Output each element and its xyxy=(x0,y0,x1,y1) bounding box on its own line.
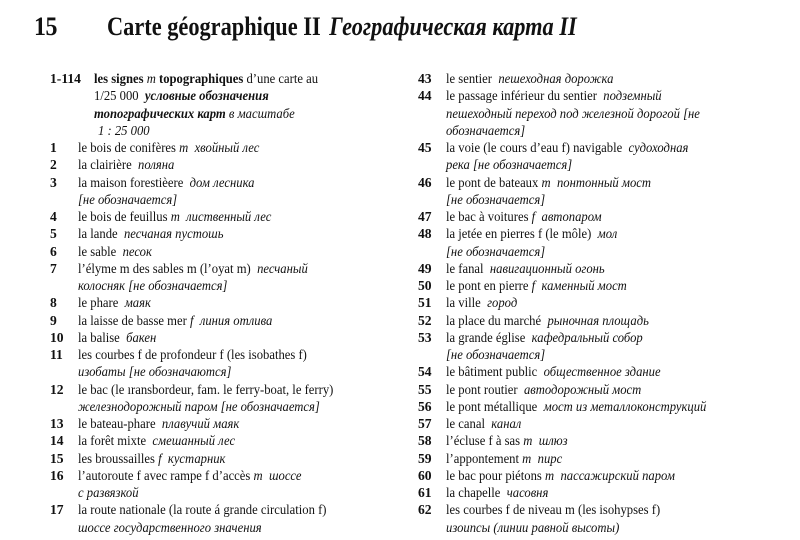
entry-number: 1-114 xyxy=(50,71,81,86)
russian-translation: хвойный лес xyxy=(194,140,260,155)
entry-line xyxy=(446,329,718,346)
russian-translation: общественное здание xyxy=(543,364,661,380)
russian-translation: линия отлива xyxy=(199,312,273,328)
section-title xyxy=(107,12,577,42)
russian-translation: железнодорожный паром [не обозначается] xyxy=(78,398,320,414)
intro-term-2: topographiques xyxy=(158,71,244,86)
french-term: la grande église xyxy=(446,329,529,345)
russian-translation: автопаром xyxy=(541,209,602,224)
french-term: l’autoroute f avec rampe f d’accès xyxy=(78,467,254,483)
entry-number: 5 xyxy=(50,226,57,242)
russian-translation: [не обозначается] xyxy=(446,347,546,362)
entry-line xyxy=(446,156,718,173)
entry-number: 9 xyxy=(50,312,57,328)
french-term: le fanal xyxy=(446,260,487,276)
entry-number: 47 xyxy=(418,209,432,224)
gender-marker: m xyxy=(253,467,263,483)
entry-line xyxy=(78,174,350,191)
russian-translation: песчаная пустошь xyxy=(123,226,224,242)
list-item xyxy=(368,329,738,364)
entry-number: 49 xyxy=(418,260,432,276)
list-item xyxy=(368,415,738,432)
french-term: le phare xyxy=(78,295,122,311)
french-term: le bac (le ıransbordeur, fam. le ferry-boat, le ferry) xyxy=(78,381,334,397)
list-item xyxy=(0,312,370,329)
russian-translation: пешеходный переход под железной дорогой [не xyxy=(446,105,700,121)
french-term: le pont métallique xyxy=(446,398,541,414)
french-term: la balise xyxy=(78,329,123,345)
french-term: l’appontement xyxy=(446,450,523,466)
list-item xyxy=(0,156,370,173)
french-term: les courbes f de niveau m (les isohypses f) xyxy=(446,502,661,518)
entry-number: 15 xyxy=(50,450,64,466)
russian-translation: река [не обозначается] xyxy=(446,157,573,173)
title-french: Carte géographique II xyxy=(107,12,321,41)
russian-translation: песок xyxy=(122,243,152,259)
entry-number: 61 xyxy=(418,485,432,500)
russian-translation: обозначается] xyxy=(446,122,526,138)
list-item xyxy=(0,329,370,346)
french-term: le bâtiment public xyxy=(446,364,541,380)
russian-translation: канал xyxy=(491,416,522,431)
russian-translation: рыночная площадь xyxy=(547,312,649,328)
russian-translation: маяк xyxy=(124,295,151,311)
intro-text: d’une carte au xyxy=(246,71,319,86)
entry-number: 17 xyxy=(50,502,64,518)
list-item xyxy=(368,87,738,139)
section-number: 15 xyxy=(34,12,57,41)
intro-term-1: les signes xyxy=(94,71,144,86)
entry-line xyxy=(446,346,718,363)
entry-line xyxy=(446,312,718,329)
list-item xyxy=(0,381,370,416)
list-item xyxy=(0,415,370,432)
entry-number: 8 xyxy=(50,295,57,311)
russian-translation: поляна xyxy=(138,157,175,173)
entry-line xyxy=(446,450,718,467)
entry-line xyxy=(78,381,350,398)
russian-translation: дом лесника xyxy=(189,174,255,190)
entry-line xyxy=(78,329,350,346)
russian-translation: шоссе государственного значения xyxy=(78,519,262,535)
french-term: la laisse de basse mer xyxy=(78,312,190,328)
russian-translation: пассажирский паром xyxy=(560,467,675,483)
french-term: le canal xyxy=(446,416,489,431)
french-term: la ville xyxy=(446,295,484,311)
entry-line xyxy=(78,191,350,208)
russian-translation: навигационный огонь xyxy=(489,260,605,276)
entry-number: 45 xyxy=(418,140,432,155)
entry-number: 52 xyxy=(418,312,432,328)
french-term: le bateau-phare xyxy=(78,416,159,431)
gender-marker: f xyxy=(189,312,194,328)
entry-number: 11 xyxy=(50,347,63,362)
russian-translation: изоипсы (линии равной высоты) xyxy=(446,519,620,535)
entry-line xyxy=(78,243,350,260)
russian-translation: бакен xyxy=(126,329,157,345)
right-column xyxy=(368,70,738,536)
russian-translation: колосняк [не обозначается] xyxy=(78,278,228,293)
french-term: le pont en pierre xyxy=(446,278,532,293)
list-item xyxy=(0,243,370,260)
entry-number: 3 xyxy=(50,174,57,190)
entry-line xyxy=(446,294,718,311)
french-term: la voie (le cours d’eau f) navigable xyxy=(446,140,626,155)
list-item xyxy=(368,225,738,260)
russian-translation: мол xyxy=(597,226,618,242)
russian-translation: [не обозначается] xyxy=(78,191,178,207)
list-item xyxy=(0,260,370,295)
russian-translation: каменный мост xyxy=(541,278,627,293)
entry-line xyxy=(446,122,718,139)
entry-number: 54 xyxy=(418,364,432,380)
intro-ru-3: в масштабе xyxy=(228,105,295,121)
french-term: les broussailles xyxy=(78,450,159,466)
entry-line xyxy=(78,277,350,294)
list-item xyxy=(368,294,738,311)
entry-number: 7 xyxy=(50,260,57,276)
russian-translation: автодорожный мост xyxy=(523,381,642,397)
list-item xyxy=(368,381,738,398)
entry-line xyxy=(446,501,718,518)
entry-number: 62 xyxy=(418,502,432,518)
entry-number: 59 xyxy=(418,450,432,466)
entry-line xyxy=(446,139,718,156)
intro-line-3 xyxy=(94,105,351,122)
entry-line xyxy=(78,432,350,449)
entry-line xyxy=(446,484,718,501)
intro-scale: 1/25 000 xyxy=(94,88,139,104)
entry-number: 50 xyxy=(418,278,432,293)
entry-line xyxy=(446,87,718,104)
gender-marker: f xyxy=(531,278,536,293)
list-item xyxy=(368,139,738,174)
entry-line xyxy=(78,398,350,415)
list-item xyxy=(368,260,738,277)
russian-translation: часовня xyxy=(506,485,549,500)
intro-ru-scale: 1 : 25 000 xyxy=(98,122,150,138)
entry-line xyxy=(446,277,718,294)
french-term: l’écluse f à sas xyxy=(446,433,524,449)
entry-line xyxy=(446,467,718,484)
entry-number: 12 xyxy=(50,381,64,397)
list-item xyxy=(0,450,370,467)
russian-translation: изобаты [не обозначаются] xyxy=(78,364,232,380)
entry-line xyxy=(78,139,350,156)
gender-marker: m xyxy=(146,71,156,86)
entry-number: 51 xyxy=(418,295,432,311)
gender-marker: m xyxy=(545,467,555,483)
entry-line xyxy=(78,415,350,432)
entry-line xyxy=(78,312,350,329)
intro-ru-2: топографических карт xyxy=(94,105,226,121)
entry-number: 43 xyxy=(418,71,432,86)
french-term: le bac à voitures xyxy=(446,209,532,224)
entry-line xyxy=(78,260,350,277)
entry-number: 6 xyxy=(50,243,57,259)
entry-line xyxy=(78,156,350,173)
russian-translation: судоходная xyxy=(628,140,689,155)
gender-marker: m xyxy=(541,174,551,190)
list-item xyxy=(0,294,370,311)
entry-line xyxy=(446,432,718,449)
intro-line-2 xyxy=(94,87,351,104)
entry-line xyxy=(78,346,350,363)
russian-translation: [не обозначается] xyxy=(446,191,546,207)
intro-line-1 xyxy=(94,70,351,87)
entry-number: 46 xyxy=(418,174,432,190)
russian-translation: с развязкой xyxy=(78,485,139,500)
entry-line xyxy=(446,260,718,277)
russian-translation: шлюз xyxy=(538,433,568,449)
entry-number: 56 xyxy=(418,398,432,414)
french-term: le sable xyxy=(78,243,120,259)
french-term: la clairière xyxy=(78,157,135,173)
russian-translation: песчаный xyxy=(257,260,308,276)
french-term: la place du marché xyxy=(446,312,545,328)
intro-entry xyxy=(0,70,370,139)
entry-line xyxy=(78,225,350,242)
list-item xyxy=(0,225,370,242)
list-item xyxy=(368,174,738,209)
entry-line xyxy=(446,381,718,398)
entry-line xyxy=(446,225,718,242)
french-term: la forêt mixte xyxy=(78,433,150,449)
intro-ru-1: условные обозначения xyxy=(144,88,269,104)
entry-number: 48 xyxy=(418,226,432,242)
entry-number: 2 xyxy=(50,157,57,173)
list-item xyxy=(368,484,738,501)
russian-translation: подземный xyxy=(603,88,662,104)
russian-translation: лиственный лес xyxy=(186,209,272,224)
entry-number: 58 xyxy=(418,433,432,449)
french-term: la jetée en pierres f (le môle) xyxy=(446,226,595,242)
russian-translation: пирс xyxy=(537,450,563,466)
french-term: le passage inférieur du sentier xyxy=(446,88,601,104)
french-term: l’élyme m des sables m (l’oyat m) xyxy=(78,260,254,276)
entry-line xyxy=(446,243,718,260)
title-russian: Географическая карта II xyxy=(329,12,577,41)
entry-line xyxy=(446,105,718,122)
list-item xyxy=(368,398,738,415)
russian-translation: понтонный мост xyxy=(556,174,652,190)
entry-number: 4 xyxy=(50,209,57,224)
russian-translation: город xyxy=(487,295,518,311)
list-item xyxy=(0,501,370,536)
entry-line xyxy=(446,174,718,191)
list-item xyxy=(368,312,738,329)
entry-number: 16 xyxy=(50,467,64,483)
russian-translation: мост из металлоконструкций xyxy=(543,398,707,414)
list-item xyxy=(368,432,738,449)
list-item xyxy=(0,346,370,381)
list-item xyxy=(0,208,370,225)
list-item xyxy=(368,501,738,536)
entry-number: 55 xyxy=(418,381,432,397)
french-term: la lande xyxy=(78,226,121,242)
entry-line xyxy=(78,363,350,380)
russian-translation: смешанный лес xyxy=(152,433,236,449)
entry-number: 44 xyxy=(418,88,432,104)
list-item xyxy=(368,467,738,484)
list-item xyxy=(0,432,370,449)
russian-translation: пешеходная дорожка xyxy=(498,71,614,86)
russian-translation: кафедральный собор xyxy=(531,329,643,345)
entry-line xyxy=(78,467,350,484)
entry-line xyxy=(78,208,350,225)
entry-number: 14 xyxy=(50,433,64,449)
list-item xyxy=(368,70,738,87)
russian-translation: плавучий маяк xyxy=(161,416,240,431)
right-entry-list xyxy=(368,70,738,536)
left-entry-list xyxy=(0,139,370,536)
gender-marker: f xyxy=(158,450,162,466)
french-term: le bois de feuillus xyxy=(78,209,171,224)
list-item xyxy=(368,277,738,294)
gender-marker: m xyxy=(170,209,180,224)
list-item xyxy=(0,467,370,502)
entry-line xyxy=(78,519,350,536)
french-term: le bois de conifères xyxy=(78,140,180,155)
list-item xyxy=(368,363,738,380)
left-column xyxy=(0,70,370,536)
gender-marker: m xyxy=(523,433,533,449)
entry-line xyxy=(78,501,350,518)
list-item xyxy=(368,208,738,225)
entry-number: 60 xyxy=(418,467,432,483)
gender-marker: m xyxy=(179,140,189,155)
french-term: le sentier xyxy=(446,71,496,86)
french-term: la maison forestièere xyxy=(78,174,187,190)
entry-line xyxy=(446,363,718,380)
entry-line xyxy=(78,450,350,467)
entry-line xyxy=(446,208,718,225)
list-item xyxy=(0,139,370,156)
entry-line xyxy=(446,191,718,208)
entry-line xyxy=(446,70,718,87)
french-term: le pont routier xyxy=(446,381,521,397)
russian-translation: [не обозначается] xyxy=(446,243,546,259)
entry-number: 1 xyxy=(50,140,57,155)
entry-line xyxy=(446,398,718,415)
entry-line xyxy=(446,415,718,432)
entry-number: 10 xyxy=(50,329,64,345)
french-term: le pont de bateaux xyxy=(446,174,542,190)
entry-number: 53 xyxy=(418,329,432,345)
entry-number: 57 xyxy=(418,416,432,431)
entry-number: 13 xyxy=(50,416,64,431)
entry-line xyxy=(446,519,718,536)
entry-line xyxy=(78,294,350,311)
intro-line-4 xyxy=(98,122,351,139)
russian-translation: кустарник xyxy=(167,450,226,466)
list-item xyxy=(368,450,738,467)
gender-marker: m xyxy=(522,450,532,466)
entry-line xyxy=(78,484,350,501)
french-term: la route nationale (la route á grande circulation f) xyxy=(78,502,327,518)
french-term: les courbes f de profondeur f (les isobathes f) xyxy=(78,347,307,362)
french-term: le bac pour piétons xyxy=(446,467,546,483)
french-term: la chapelle xyxy=(446,485,504,500)
russian-translation: шоссе xyxy=(268,467,302,483)
list-item xyxy=(0,174,370,209)
gender-marker: f xyxy=(531,209,536,224)
